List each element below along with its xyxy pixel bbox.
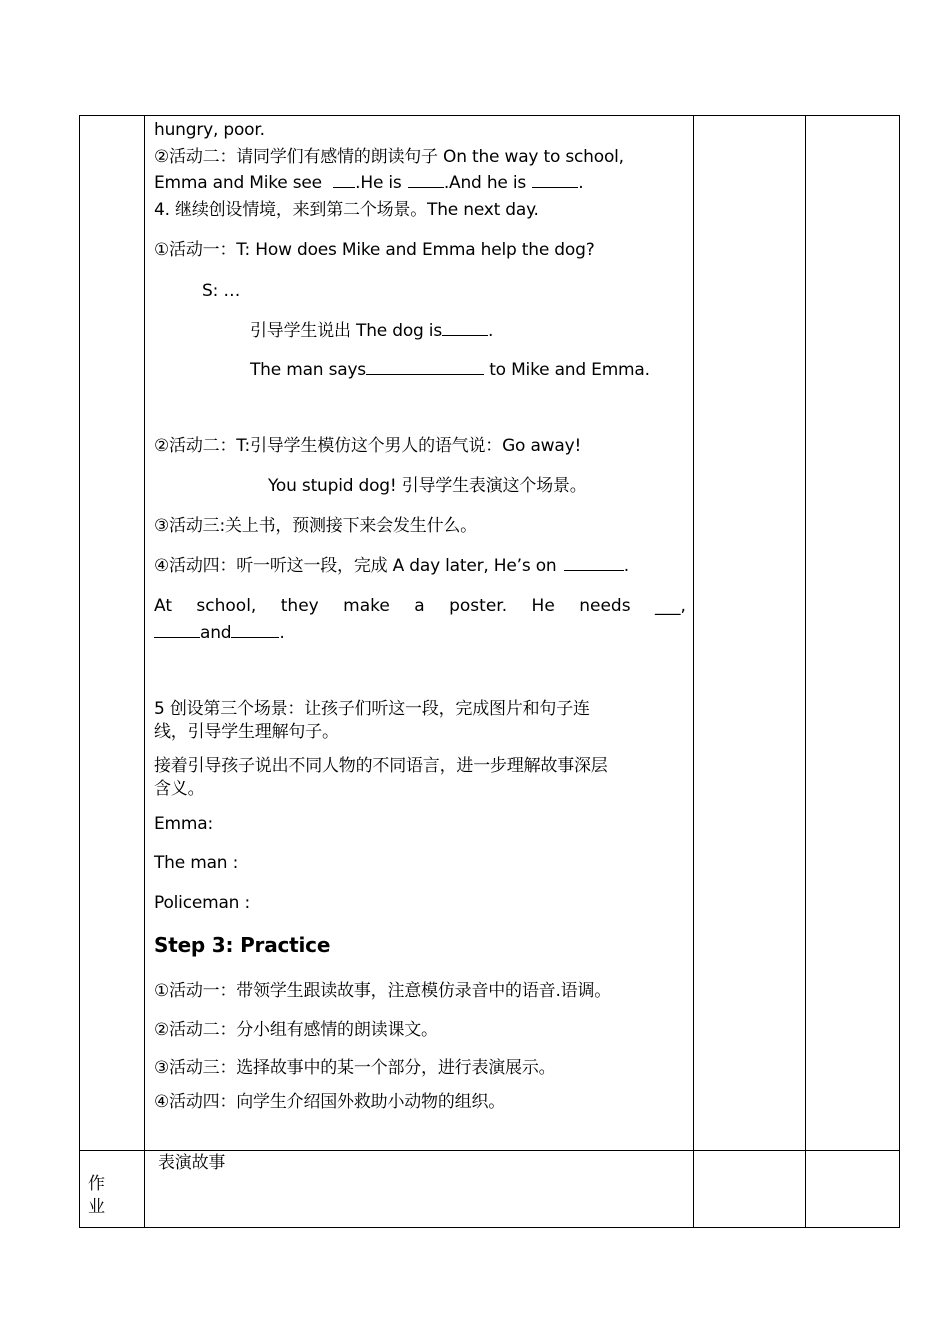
text-line-17: 接着引导孩子说出不同人物的不同语言，进一步理解故事深层 (154, 756, 608, 776)
blank (154, 623, 200, 638)
blank (366, 360, 484, 375)
word: At (154, 596, 172, 616)
word: a (414, 596, 425, 616)
table-border-bottom (79, 1227, 900, 1228)
homework-content: 表演故事 (158, 1153, 226, 1173)
text-line-1: hungry, poor. (154, 120, 265, 140)
text-line-13 (154, 595, 686, 617)
blank (333, 173, 355, 188)
text-line-3 (154, 172, 583, 194)
word: He (531, 596, 555, 616)
table-border-col1 (144, 115, 145, 1228)
table-border-left (79, 115, 80, 1228)
text-line-4: 4. 继续创设情境，来到第二个场景。The next day. (154, 200, 539, 220)
text-line-3-part-b: .He is (355, 173, 402, 193)
text-line-12-part-b: . (623, 556, 629, 576)
speaker-the-man: The man : (154, 853, 239, 873)
text-line-11: ③活动三:关上书，预测接下来会发生什么。 (154, 516, 477, 536)
table-border-row-divider (79, 1150, 900, 1151)
text-line-8 (250, 359, 650, 381)
text-line-8-part-b: to Mike and Emma. (489, 360, 650, 380)
blank (564, 556, 624, 571)
table-border-right (899, 115, 900, 1228)
text-line-2: ②活动二：请同学们有感情的朗读句子 On the way to school, (154, 147, 624, 167)
text-line-5: ①活动一：T: How does Mike and Emma help the dog? (154, 240, 595, 260)
homework-label-char-1: 作 (88, 1174, 105, 1194)
text-line-3-part-a: Emma and Mike see (154, 173, 322, 193)
text-line-8-part-a: The man says (250, 360, 366, 380)
text-line-12-part-a: ④活动四：听一听这一段，完成 A day later, He’s on (154, 556, 557, 576)
speaker-policeman: Policeman : (154, 893, 250, 913)
blank (231, 623, 279, 638)
blank (408, 173, 444, 188)
text-line-10: You stupid dog! 引导学生表演这个场景。 (268, 476, 587, 496)
word: make (343, 596, 390, 616)
word: needs (579, 596, 631, 616)
text-line-22: ①活动一：带领学生跟读故事，注意模仿录音中的语音.语调。 (154, 981, 612, 1001)
text-line-25: ④活动四：向学生介绍国外救助小动物的组织。 (154, 1092, 506, 1112)
blank (532, 173, 578, 188)
text-line-3-part-c: .And he is (443, 173, 527, 193)
text-line-14-part-b: . (279, 623, 285, 643)
table-border-col3 (805, 115, 806, 1228)
text-line-18: 含义。 (154, 779, 205, 799)
word: school, (196, 596, 257, 616)
text-line-23: ②活动二：分小组有感情的朗读课文。 (154, 1020, 438, 1040)
text-line-14 (154, 622, 285, 644)
text-line-12 (154, 555, 629, 577)
table-border-top (79, 115, 900, 116)
table-border-col2 (693, 115, 694, 1228)
word: poster. (449, 596, 508, 616)
text-line-7-part-b: . (488, 321, 494, 341)
text-line-16: 线，引导学生理解句子。 (154, 722, 339, 742)
speaker-emma: Emma: (154, 814, 214, 834)
text-line-3-part-d: . (578, 173, 584, 193)
text-line-7-part-a: 引导学生说出 The dog is (250, 321, 442, 341)
text-line-6: S: … (202, 281, 241, 301)
blank (442, 321, 488, 336)
word: ___, (654, 596, 686, 616)
word: they (280, 596, 319, 616)
step-3-heading: Step 3: Practice (154, 933, 331, 957)
text-line-15: 5 创设第三个场景：让孩子们听这一段，完成图片和句子连 (154, 699, 590, 719)
homework-label-char-2: 业 (88, 1197, 105, 1217)
text-line-7 (250, 320, 493, 342)
text-line-9: ②活动二：T:引导学生模仿这个男人的语气说：Go away! (154, 436, 582, 456)
text-line-14-part-a: and (200, 623, 232, 643)
text-line-24: ③活动三：选择故事中的某一个部分，进行表演展示。 (154, 1058, 556, 1078)
